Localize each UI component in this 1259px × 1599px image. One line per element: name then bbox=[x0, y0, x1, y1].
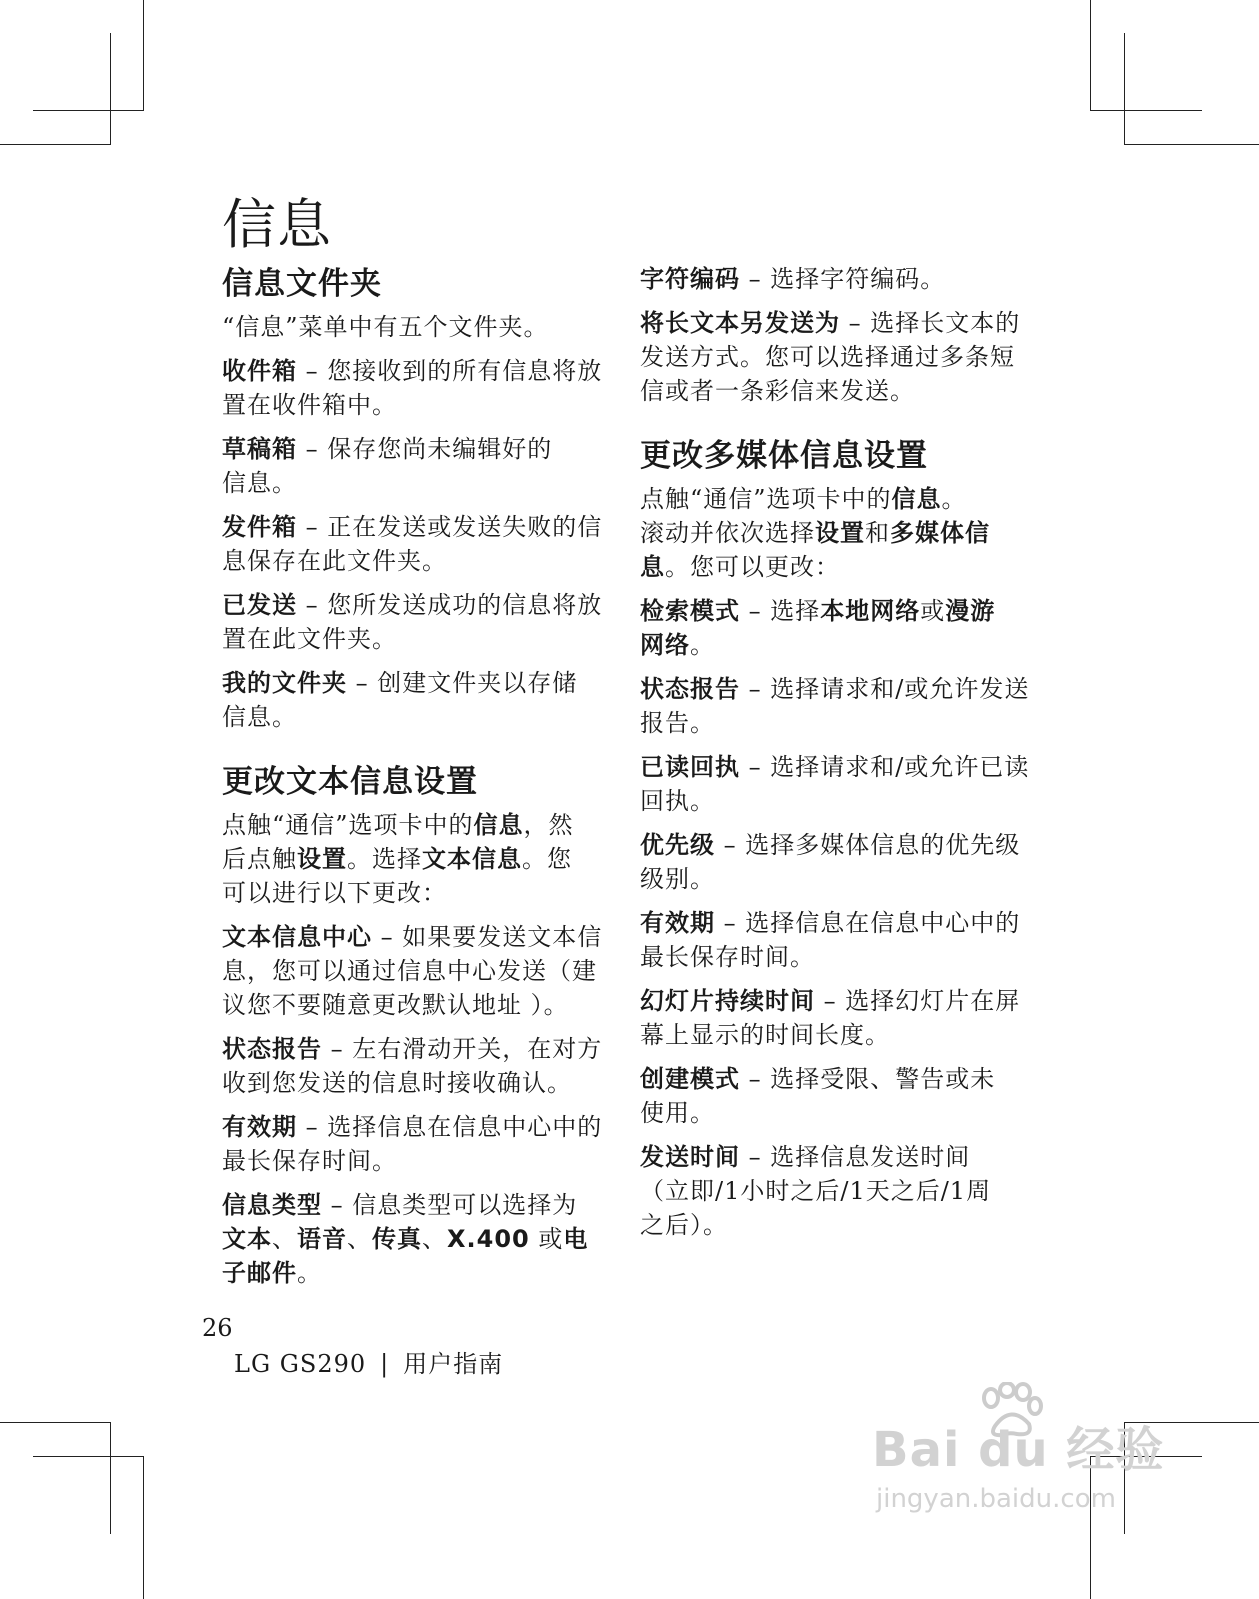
term-drafts: 草稿箱 bbox=[222, 435, 297, 463]
term-creation-mode: 创建模式 bbox=[640, 1065, 740, 1093]
crop-mark bbox=[143, 1456, 144, 1599]
term-long-text: 将长文本另发送为 bbox=[640, 309, 840, 337]
desc-read-receipt: – 选择请求和/或允许已读回执。 bbox=[640, 753, 1030, 815]
text: 。滚动并依次选择 bbox=[640, 485, 967, 547]
term-smsc: 文本信息中心 bbox=[222, 923, 372, 951]
crop-mark bbox=[143, 0, 144, 111]
desc-smsc: – 如果要发送文本信息，您可以通过信息中心发送（建议您不要随意更改默认地址 ）。 bbox=[222, 923, 603, 1019]
term-char-encoding: 字符编码 bbox=[640, 265, 740, 293]
text: 或 bbox=[529, 1225, 564, 1253]
bold-text: 信息 bbox=[891, 485, 942, 513]
crop-mark bbox=[33, 110, 144, 111]
bold-text: X.400 bbox=[447, 1225, 530, 1253]
entry-priority bbox=[640, 828, 1030, 896]
crop-mark bbox=[1090, 0, 1091, 111]
desc-validity: – 选择信息在信息中心中的最长保存时间。 bbox=[222, 1113, 603, 1175]
entry-delivery-time bbox=[640, 1140, 1030, 1242]
entry-mms-validity bbox=[640, 906, 1030, 974]
crop-mark bbox=[0, 144, 111, 145]
mms-settings-intro bbox=[640, 482, 1030, 584]
entry-search-mode bbox=[640, 594, 1030, 662]
watermark-url: jingyan.baidu.com bbox=[876, 1484, 1116, 1514]
bold-text: 本地网络 bbox=[820, 597, 921, 625]
text: – 信息类型可以选择为 bbox=[322, 1191, 578, 1219]
page-title: 信息 bbox=[222, 193, 332, 256]
entry-creation-mode bbox=[640, 1062, 1030, 1130]
text: 、 bbox=[347, 1225, 372, 1253]
desc-priority: – 选择多媒体信息的优先级级别。 bbox=[640, 831, 1021, 893]
bold-text: 传真 bbox=[372, 1225, 422, 1253]
bold-text: 语音 bbox=[297, 1225, 347, 1253]
text: 。您可以更改： bbox=[665, 553, 840, 581]
desc-outbox: – 正在发送或发送失败的信息保存在此文件夹。 bbox=[222, 513, 603, 575]
term-search-mode: 检索模式 bbox=[640, 597, 740, 625]
desc-mms-status-report: – 选择请求和/或允许发送报告。 bbox=[640, 675, 1030, 737]
crop-mark bbox=[1090, 110, 1202, 111]
term-status-report: 状态报告 bbox=[222, 1035, 322, 1063]
text: 点触“通信”选项卡中的 bbox=[222, 811, 474, 839]
crop-mark bbox=[1124, 33, 1125, 145]
desc-delivery-time: – 选择信息发送时间（立即/1小时之后/1天之后/1周之后）。 bbox=[640, 1143, 992, 1239]
term-sent: 已发送 bbox=[222, 591, 297, 619]
page-number: 26 bbox=[202, 1314, 233, 1342]
term-inbox: 收件箱 bbox=[222, 357, 297, 385]
crop-mark bbox=[110, 33, 111, 145]
crop-mark bbox=[0, 1422, 111, 1423]
bold-text: 电子邮件 bbox=[222, 1225, 589, 1287]
footer bbox=[234, 1348, 503, 1380]
bold-text: 漫游网络 bbox=[640, 597, 996, 659]
term-priority: 优先级 bbox=[640, 831, 715, 859]
footer-separator: | bbox=[380, 1350, 390, 1378]
crop-mark bbox=[33, 1456, 144, 1457]
crop-mark bbox=[110, 1422, 111, 1534]
desc-sent: – 您所发送成功的信息将放置在此文件夹。 bbox=[222, 591, 603, 653]
bold-text: 多媒体信息 bbox=[640, 519, 990, 581]
text: 。选择 bbox=[347, 845, 422, 873]
text: 。 bbox=[690, 631, 715, 659]
term-slide-duration: 幻灯片持续时间 bbox=[640, 987, 815, 1015]
watermark-text: Bai du 经验 bbox=[872, 1422, 1165, 1478]
text: 和 bbox=[865, 519, 890, 547]
entry-inbox bbox=[222, 354, 612, 422]
text-settings-intro bbox=[222, 808, 612, 910]
right-column bbox=[640, 262, 1030, 1252]
text: – 选择 bbox=[740, 597, 821, 625]
entry-message-type bbox=[222, 1188, 612, 1290]
term-outbox: 发件箱 bbox=[222, 513, 297, 541]
entry-read-receipt bbox=[640, 750, 1030, 818]
text: ，然后点触 bbox=[222, 811, 574, 873]
text: 。 bbox=[297, 1259, 322, 1287]
desc-char-encoding: – 选择字符编码。 bbox=[740, 265, 946, 293]
term-mms-status-report: 状态报告 bbox=[640, 675, 740, 703]
bold-text: 文本信息 bbox=[422, 845, 522, 873]
desc-my-folder: – 创建文件夹以存储信息。 bbox=[222, 669, 578, 731]
entry-validity bbox=[222, 1110, 612, 1178]
entry-mms-status-report bbox=[640, 672, 1030, 740]
entry-char-encoding bbox=[640, 262, 1030, 296]
bold-text: 信息 bbox=[473, 811, 524, 839]
term-mms-validity: 有效期 bbox=[640, 909, 715, 937]
entry-sent bbox=[222, 588, 612, 656]
footer-model: LG GS290 bbox=[234, 1350, 367, 1378]
entry-outbox bbox=[222, 510, 612, 578]
term-my-folder: 我的文件夹 bbox=[222, 669, 347, 697]
entry-my-folder bbox=[222, 666, 612, 734]
desc-drafts: – 保存您尚未编辑好的信息。 bbox=[222, 435, 553, 497]
entry-long-text bbox=[640, 306, 1030, 408]
term-message-type: 信息类型 bbox=[222, 1191, 322, 1219]
term-read-receipt: 已读回执 bbox=[640, 753, 740, 781]
term-validity: 有效期 bbox=[222, 1113, 297, 1141]
entry-smsc bbox=[222, 920, 612, 1022]
bold-text: 文本 bbox=[222, 1225, 272, 1253]
folders-intro: “信息”菜单中有五个文件夹。 bbox=[222, 313, 549, 341]
footer-guide: 用户指南 bbox=[403, 1350, 504, 1378]
entry-status-report bbox=[222, 1032, 612, 1100]
desc-inbox: – 您接收到的所有信息将放置在收件箱中。 bbox=[222, 357, 603, 419]
term-delivery-time: 发送时间 bbox=[640, 1143, 740, 1171]
text: 。您可以进行以下更改： bbox=[222, 845, 572, 907]
baidu-watermark bbox=[872, 1382, 1172, 1542]
text: 或 bbox=[920, 597, 946, 625]
section-title-folders: 信息文件夹 bbox=[222, 266, 382, 302]
entry-drafts bbox=[222, 432, 612, 500]
desc-long-text: – 选择长文本的发送方式。您可以选择通过多条短信或者一条彩信来发送。 bbox=[640, 309, 1021, 405]
desc-slide-duration: – 选择幻灯片在屏幕上显示的时间长度。 bbox=[640, 987, 1021, 1049]
bold-text: 设置 bbox=[815, 519, 865, 547]
left-column bbox=[222, 262, 612, 1300]
bold-text: 设置 bbox=[297, 845, 347, 873]
desc-creation-mode: – 选择受限、警告或未使用。 bbox=[640, 1065, 996, 1127]
text: 点触“通信”选项卡中的 bbox=[640, 485, 892, 513]
entry-slide-duration bbox=[640, 984, 1030, 1052]
crop-mark bbox=[1124, 144, 1259, 145]
text: 、 bbox=[422, 1225, 447, 1253]
text: 、 bbox=[272, 1225, 297, 1253]
section-title-text-settings: 更改文本信息设置 bbox=[222, 764, 478, 800]
desc-mms-validity: – 选择信息在信息中心中的最长保存时间。 bbox=[640, 909, 1021, 971]
desc-status-report: – 左右滑动开关，在对方收到您发送的信息时接收确认。 bbox=[222, 1035, 603, 1097]
section-title-mms-settings: 更改多媒体信息设置 bbox=[640, 438, 928, 474]
